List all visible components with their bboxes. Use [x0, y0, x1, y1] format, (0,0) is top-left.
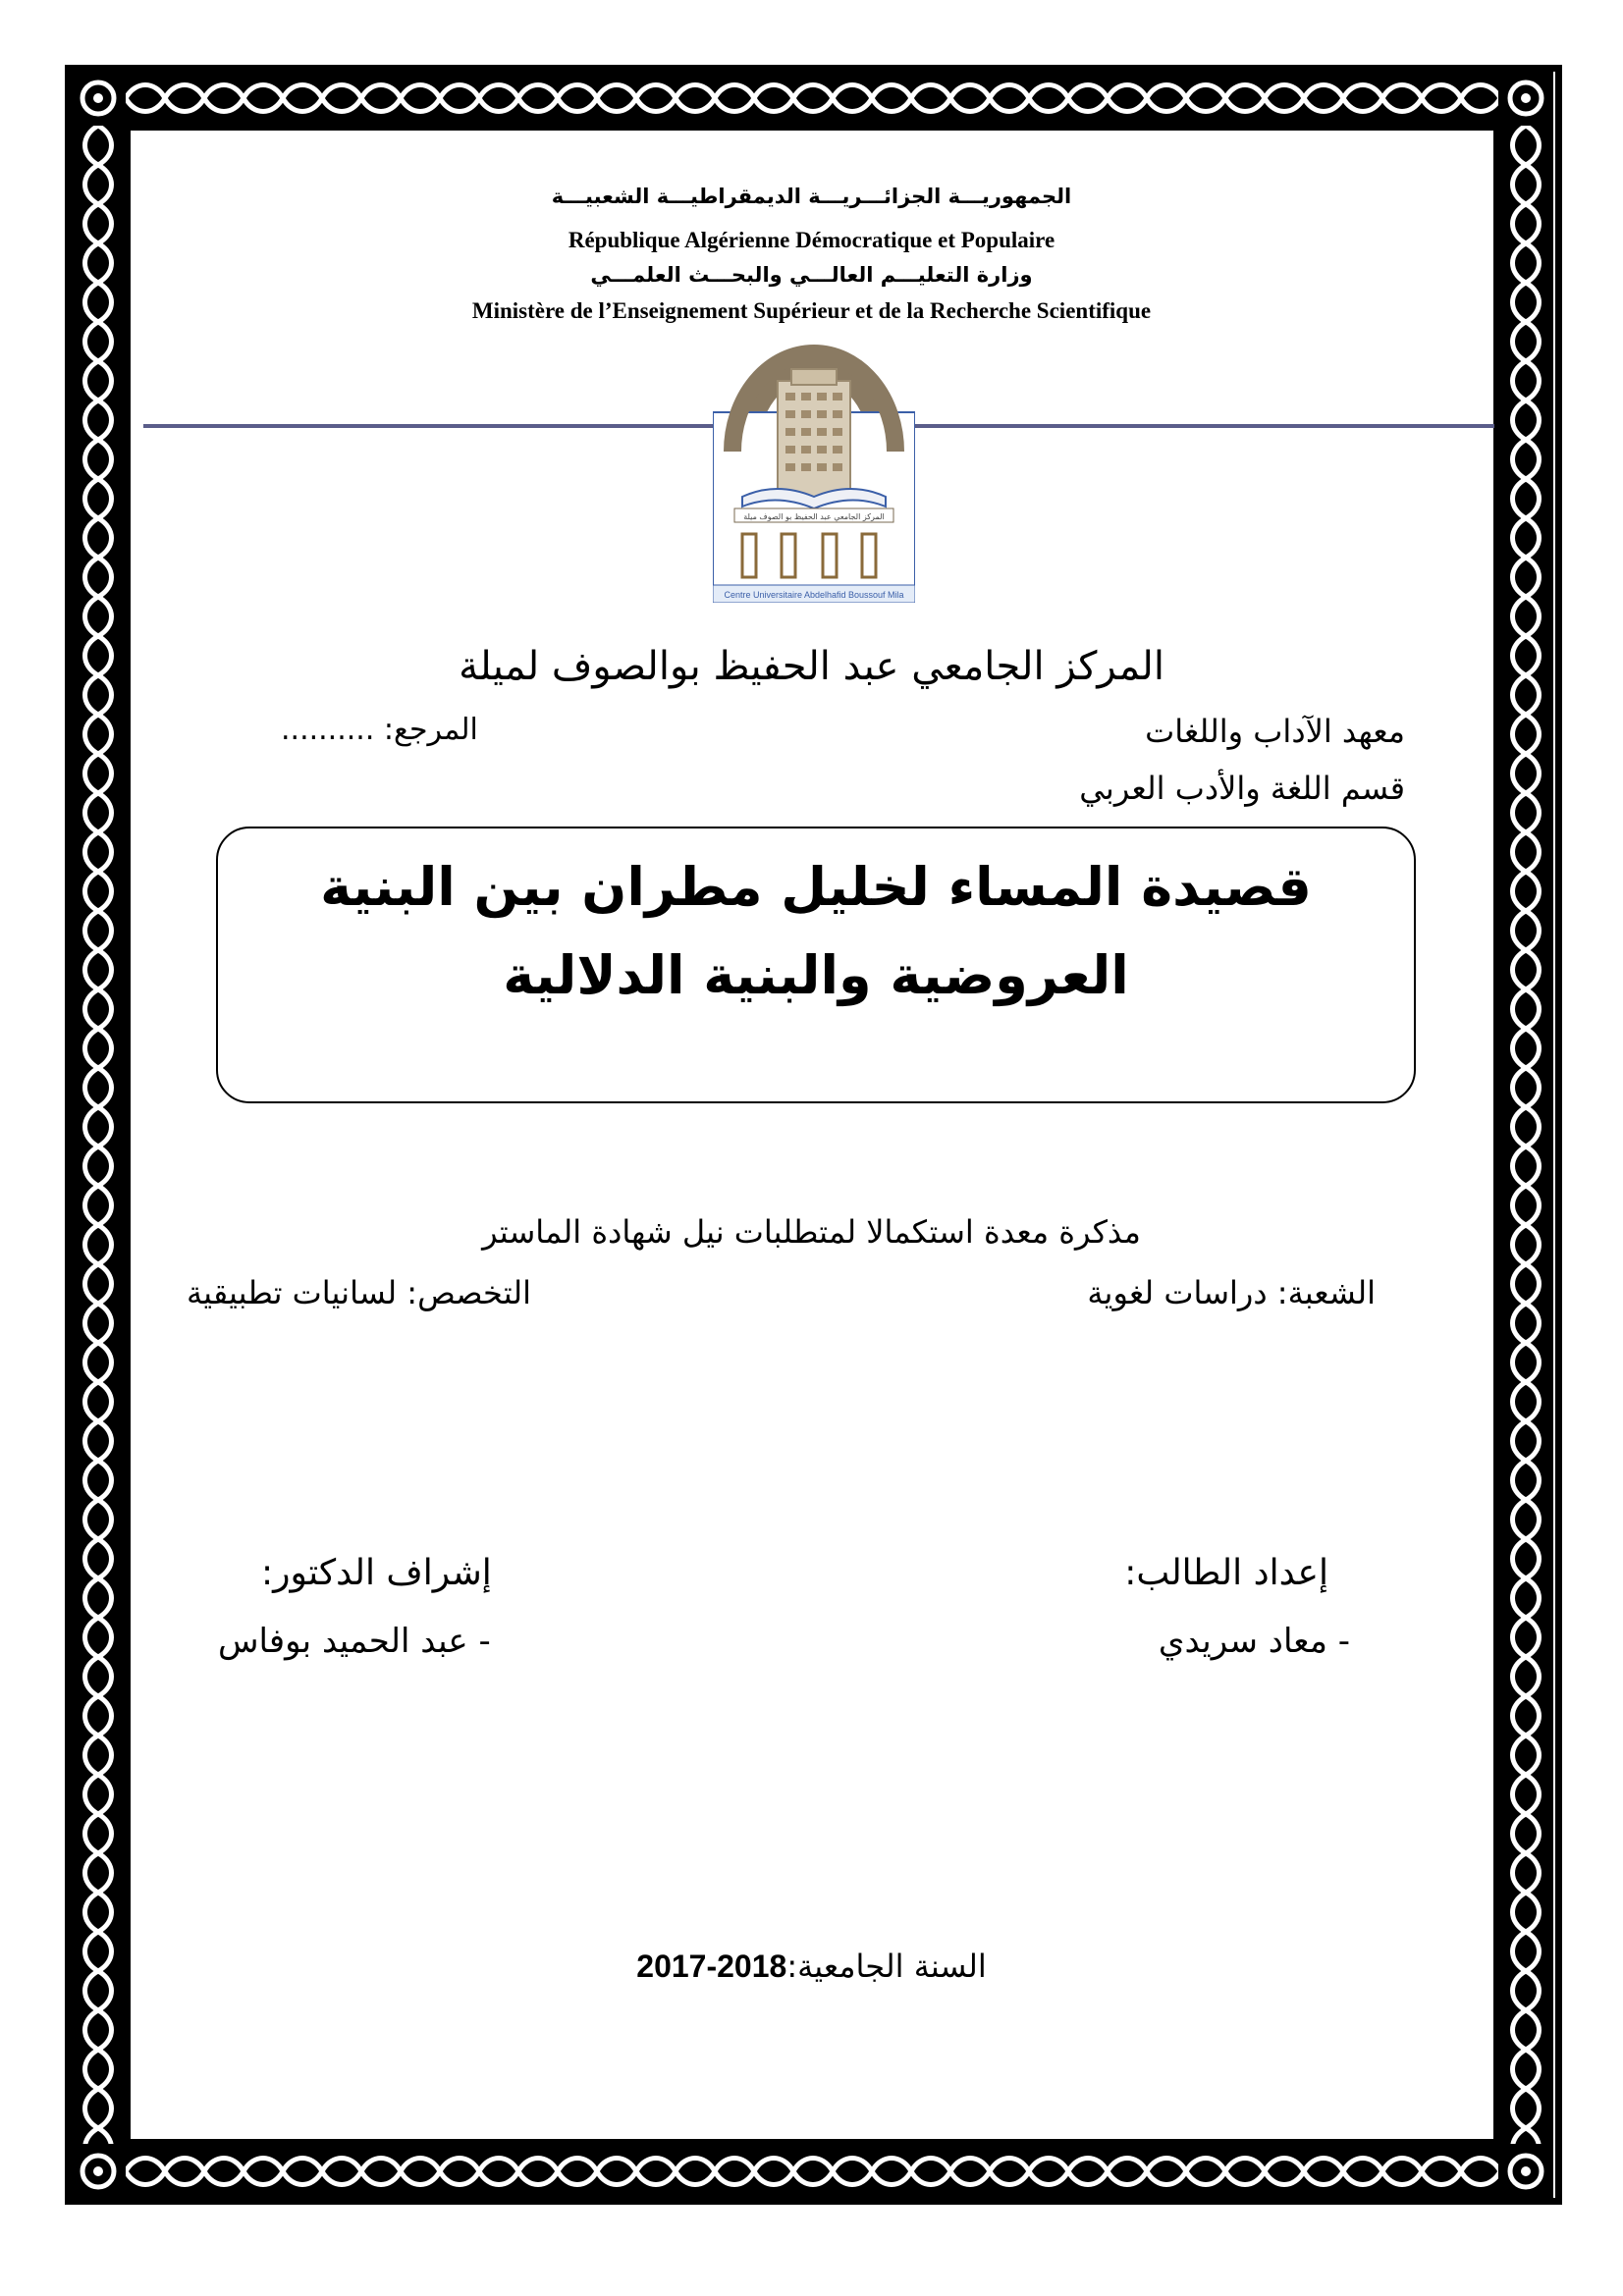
university-logo — [713, 324, 915, 603]
university-center-name: المركز الجامعي عبد الحفيظ بوالصوف لميلة — [459, 644, 1164, 689]
supervisor-label: إشراف الدكتور: — [261, 1553, 492, 1593]
specialty-field: التخصص: لسانيات تطبيقية — [187, 1274, 531, 1311]
logo-caption-ar: المركز الجامعي عبد الحفيظ بو الصوف ميلة — [743, 512, 885, 521]
reference-number: المرجع: .......... — [281, 713, 478, 747]
border-pattern-left — [71, 126, 126, 2144]
thesis-title-line-1: قصيدة المساء لخليل مطران بين البنية — [320, 856, 1312, 918]
corner-ornament-icon — [71, 2144, 126, 2199]
header-divider-right — [915, 424, 1494, 428]
republic-name-fr: République Algérienne Démocratique et Populaire — [568, 228, 1055, 252]
institute-name: معهد الآداب واللغات — [1145, 713, 1405, 750]
corner-ornament-icon — [71, 71, 126, 126]
border-pattern-bottom — [126, 2144, 1498, 2199]
department-name: قسم اللغة والأدب العربي — [1079, 770, 1405, 807]
ministry-name-ar: وزارة التعليـــم العالـــي والبحـــث العلمـــي — [590, 263, 1033, 287]
border-pattern-top — [126, 71, 1498, 126]
header-divider-left — [143, 424, 713, 428]
supervisor-name: - عبد الحميد بوفاس — [218, 1622, 491, 1661]
corner-ornament-icon — [1498, 71, 1553, 126]
logo-caption-fr: Centre Universitaire Abdelhafid Boussouf Mila — [724, 590, 904, 600]
republic-name-ar: الجمهوريـــة الجزائـــريـــة الديمقراطيـــة الشعبيـــة — [551, 185, 1072, 208]
student-name: - معاد سريدي — [1158, 1622, 1350, 1661]
ministry-name-fr: Ministère de l’Enseignement Supérieur et de la Recherche Scientifique — [471, 298, 1152, 323]
border-pattern-right — [1498, 126, 1553, 2144]
academic-year-value: 2017-2018 — [636, 1949, 787, 1984]
academic-year-label: السنة الجامعية: — [786, 1948, 987, 1985]
branch-field: الشعبة: دراسات لغوية — [1087, 1274, 1376, 1311]
prepared-by-label: إعداد الطالب: — [1124, 1553, 1328, 1593]
memo-statement: مذكرة معدة استكمالا لمتطلبات نيل شهادة الماستر — [482, 1213, 1141, 1251]
academic-year — [0, 1948, 1623, 1985]
thesis-title-line-2: العروضية والبنية الدلالية — [503, 944, 1129, 1006]
corner-ornament-icon — [1498, 2144, 1553, 2199]
